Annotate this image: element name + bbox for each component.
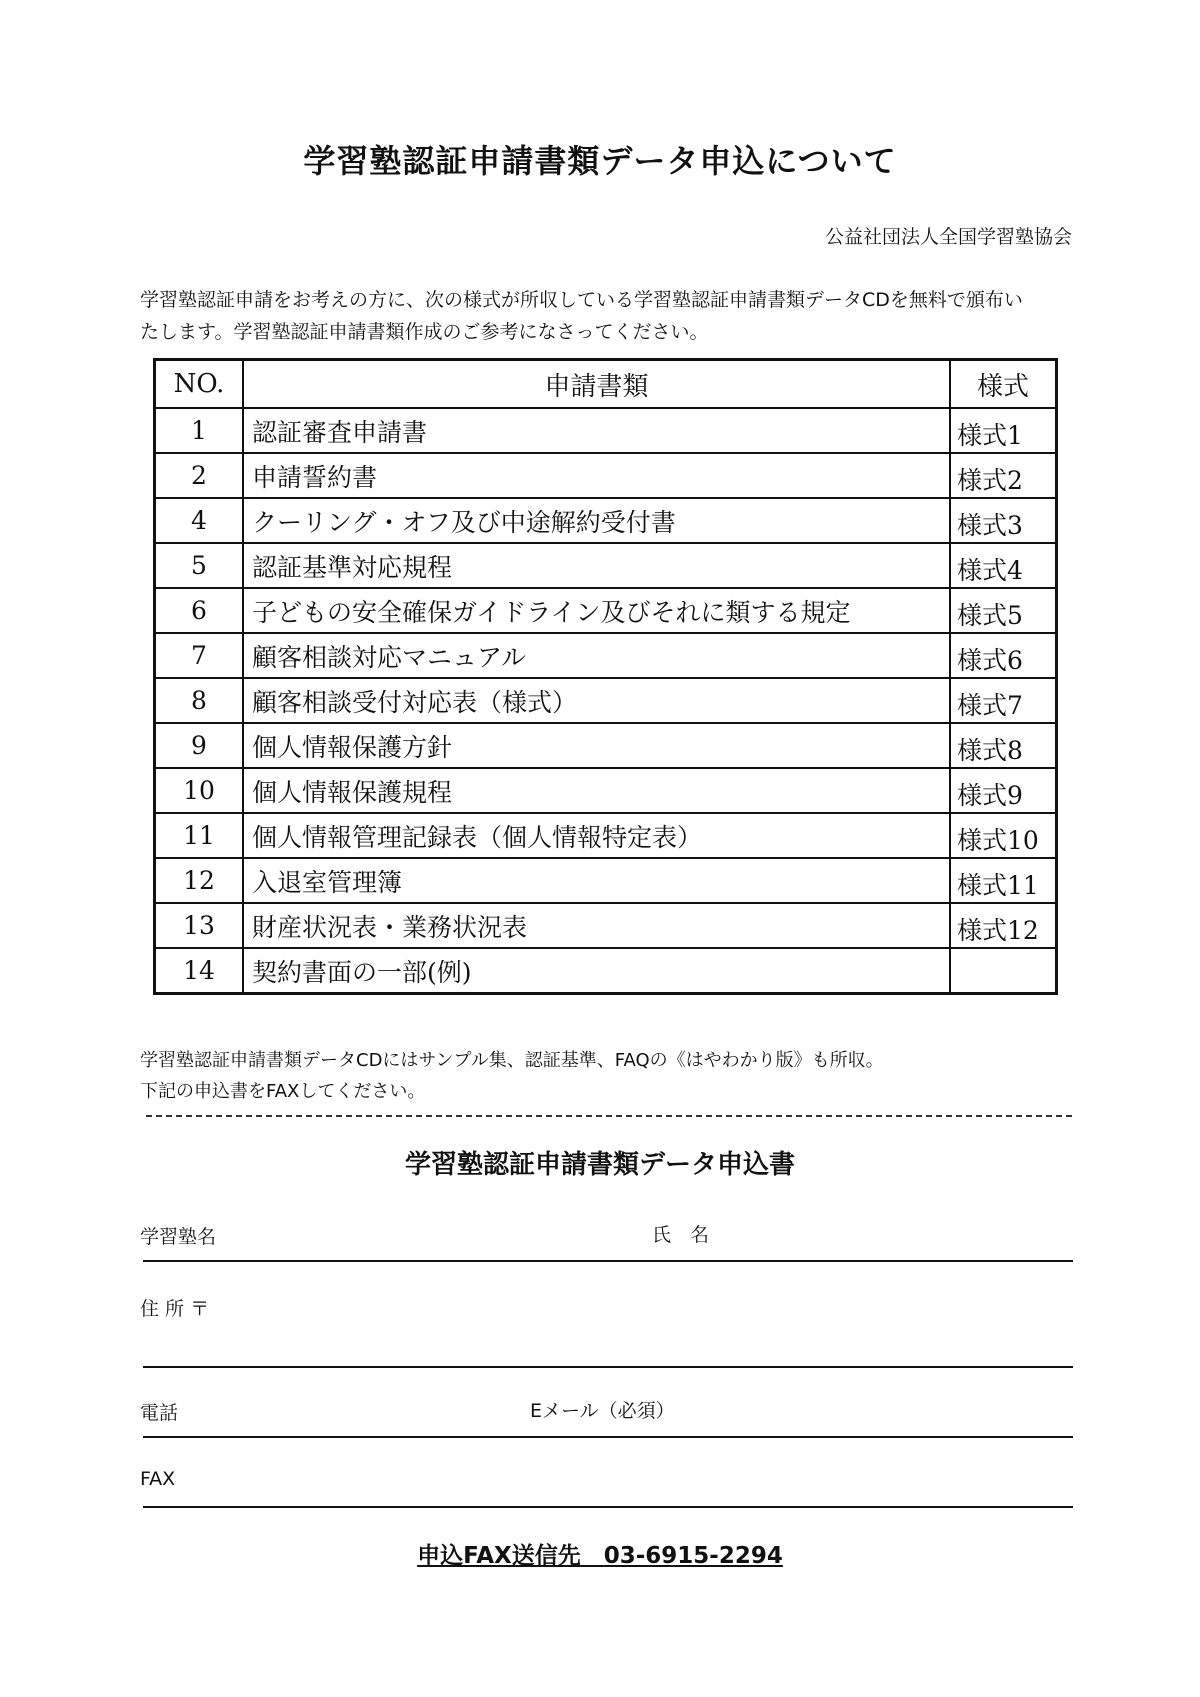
row-no: 12 [155, 858, 244, 903]
row-no: 13 [155, 903, 244, 948]
note-line-1: 学習塾認証申請書類データCDにはサンプル集、認証基準、FAQの《はやわかり版》も所収。 [140, 1050, 884, 1071]
row-document: 認証基準対応規程 [243, 543, 950, 588]
juku-name-label: 学習塾名 [140, 1226, 217, 1248]
page-title: 学習塾認証申請書類データ申込について [303, 142, 897, 180]
table-row [155, 408, 1057, 453]
row-document: クーリング・オフ及び中途解約受付書 [243, 498, 950, 543]
fax-destination [0, 1537, 1200, 1570]
fax-label: FAX [140, 1468, 176, 1490]
row-style: 様式4 [950, 543, 1057, 588]
email-label: Eメール（必須） [530, 1400, 675, 1422]
applicant-name-label: 氏 名 [652, 1224, 710, 1246]
row-document: 顧客相談受付対応表（様式） [243, 678, 950, 723]
row-document: 認証審査申請書 [243, 408, 950, 453]
row-style: 様式2 [950, 453, 1057, 498]
phone-label: 電話 [140, 1402, 179, 1424]
row-no: 9 [155, 723, 244, 768]
header-no: NO. [155, 360, 244, 409]
row-no: 4 [155, 498, 244, 543]
table-row [155, 858, 1057, 903]
table-row [155, 453, 1057, 498]
row-style: 様式8 [950, 723, 1057, 768]
table-row [155, 768, 1057, 813]
note-line-2: 下記の申込書をFAXしてください。 [140, 1081, 426, 1102]
organization-name: 公益社団法人全国学習塾協会 [824, 226, 1072, 248]
row-style [950, 948, 1057, 994]
table-row [155, 903, 1057, 948]
form-title: 学習塾認証申請書類データ申込書 [404, 1150, 795, 1180]
row-no: 1 [155, 408, 244, 453]
document-list-table [153, 358, 1058, 995]
dashed-cut-line [146, 1115, 1072, 1117]
table-header-row [155, 360, 1057, 409]
fax-destination-label: 申込FAX送信先 [417, 1543, 581, 1569]
row-document: 子どもの安全確保ガイドライン及びそれに類する規定 [243, 588, 950, 633]
row-style: 様式6 [950, 633, 1057, 678]
row-document: 入退室管理簿 [243, 858, 950, 903]
table-row [155, 678, 1057, 723]
row-no: 2 [155, 453, 244, 498]
row-document: 個人情報保護規程 [243, 768, 950, 813]
table-row [155, 723, 1057, 768]
table-row [155, 948, 1057, 994]
intro-text [140, 284, 1080, 348]
phone-email-field-line[interactable] [143, 1436, 1073, 1438]
row-document: 契約書面の一部(例) [243, 948, 950, 994]
table-row [155, 588, 1057, 633]
row-no: 7 [155, 633, 244, 678]
address-label: 住 所 〒 [140, 1298, 210, 1320]
juku-name-field-line[interactable] [143, 1260, 1073, 1262]
row-no: 6 [155, 588, 244, 633]
row-style: 様式12 [950, 903, 1057, 948]
table-row [155, 813, 1057, 858]
row-style: 様式11 [950, 858, 1057, 903]
row-no: 14 [155, 948, 244, 994]
row-style: 様式10 [950, 813, 1057, 858]
row-no: 5 [155, 543, 244, 588]
row-style: 様式5 [950, 588, 1057, 633]
intro-line-1: 学習塾認証申請をお考えの方に、次の様式が所収している学習塾認証申請書類データCDを無料で頒布い [140, 289, 1023, 311]
fax-field-line[interactable] [143, 1506, 1073, 1508]
row-style: 様式3 [950, 498, 1057, 543]
cd-contents-note [140, 1045, 1080, 1107]
row-document: 申請誓約書 [243, 453, 950, 498]
row-document: 顧客相談対応マニュアル [243, 633, 950, 678]
fax-destination-number: 03-6915-2294 [603, 1543, 783, 1569]
table-row [155, 633, 1057, 678]
row-style: 様式7 [950, 678, 1057, 723]
row-document: 個人情報管理記録表（個人情報特定表） [243, 813, 950, 858]
row-document: 財産状況表・業務状況表 [243, 903, 950, 948]
row-no: 8 [155, 678, 244, 723]
row-no: 11 [155, 813, 244, 858]
header-document: 申請書類 [243, 360, 950, 409]
row-style: 様式1 [950, 408, 1057, 453]
row-no: 10 [155, 768, 244, 813]
row-document: 個人情報保護方針 [243, 723, 950, 768]
table-row [155, 543, 1057, 588]
intro-line-2: たします。学習塾認証申請書類作成のご参考になさってください。 [140, 321, 709, 343]
address-field-line[interactable] [143, 1366, 1073, 1368]
header-style: 様式 [950, 360, 1057, 409]
table-row [155, 498, 1057, 543]
row-style: 様式9 [950, 768, 1057, 813]
